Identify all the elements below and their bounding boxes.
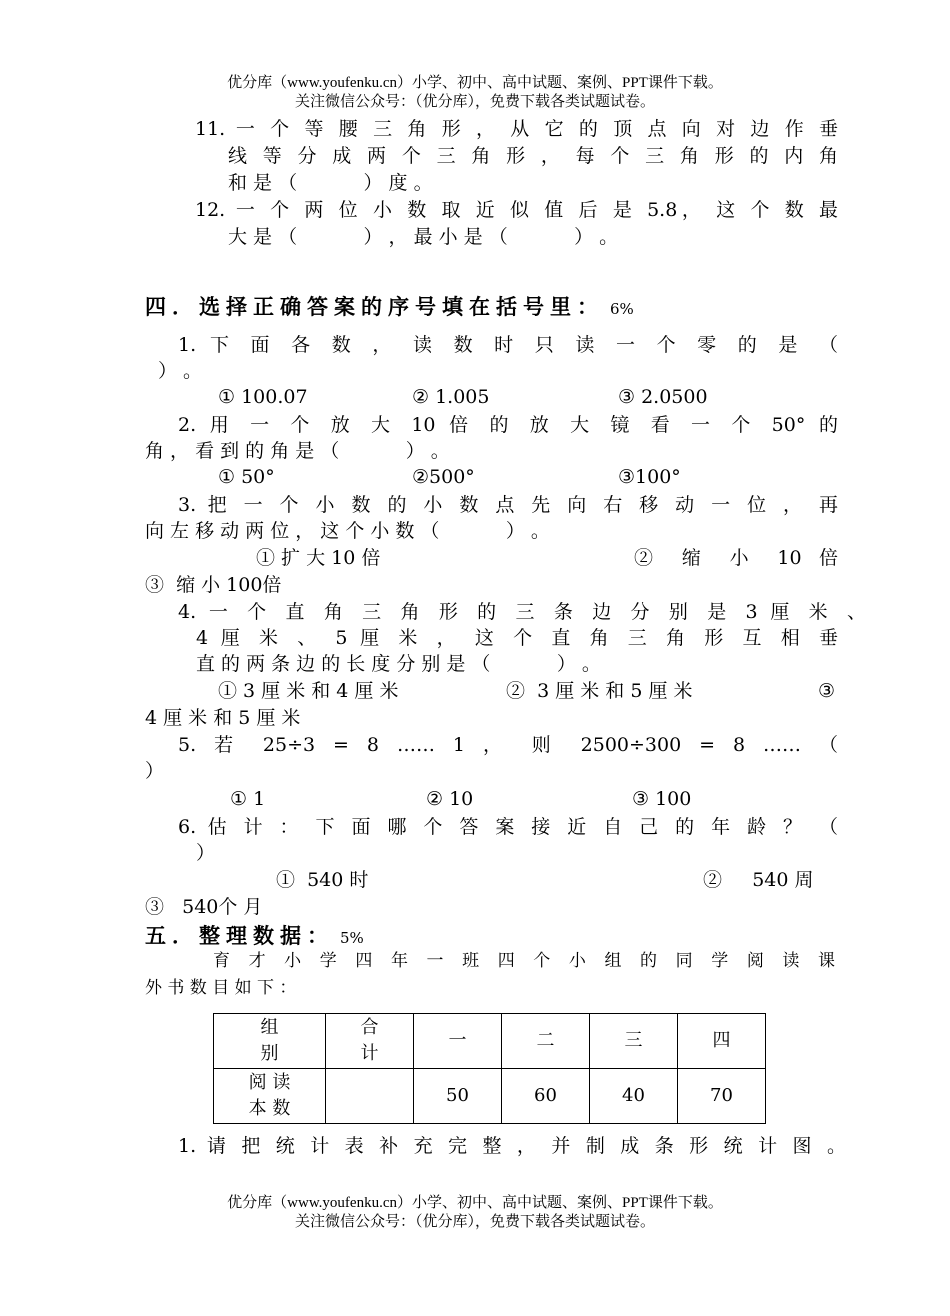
s4-q4-line-2: 4 厘 米 、 5 厘 米 ， 这 个 直 角 三 角 形 互 相 垂 — [196, 627, 838, 649]
s4-q3-option-3: ③ 缩 小 100倍 — [145, 574, 282, 596]
table-value-1: 50 — [414, 1069, 502, 1124]
page-header-line-1: 优分库（www.youfenku.cn）小学、初中、高中试题、案例、PPT课件下载。 — [227, 75, 723, 91]
table-value-2: 60 — [502, 1069, 590, 1124]
page-footer-line-1: 优分库（www.youfenku.cn）小学、初中、高中试题、案例、PPT课件下载。 — [227, 1195, 723, 1211]
section-5-title-text: 五．整理数据： — [145, 923, 334, 948]
s4-q5-option-3: ③ 100 — [632, 788, 692, 810]
reading-table — [213, 1013, 766, 1124]
s4-q5-option-2: ② 10 — [426, 788, 474, 810]
s4-q6-line-2: ） — [196, 842, 216, 864]
table-value-3: 40 — [590, 1069, 678, 1124]
s4-q5-line-1: 5. 若 25÷3 = 8 …… 1 ， 则 2500÷300 = 8 …… （ — [178, 734, 838, 756]
q11-line-2: 线 等 分 成 两 个 三 角 形 ， 每 个 三 角 形 的 内 角 — [228, 145, 838, 167]
s4-q6-option-1: ① 540 时 — [276, 869, 369, 891]
q11-line-3: 和 是 （ ） 度 。 — [228, 172, 433, 194]
page-header-line-2: 关注微信公众号：（优分库），免费下载各类试题试卷。 — [294, 94, 655, 110]
s4-q2-option-1: ① 50° — [218, 466, 275, 488]
q12-line-2: 大 是 （ ） ， 最 小 是 （ ） 。 — [228, 226, 619, 248]
s5-task-1: 1. 请 把 统 计 表 补 充 完 整 ， 并 制 成 条 形 统 计 图 。 — [178, 1135, 846, 1157]
table-head-3: 三 — [590, 1014, 678, 1069]
s4-q4-option-1: ① 3 厘 米 和 4 厘 米 — [218, 680, 399, 702]
s4-q1-line-1: 1. 下 面 各 数 ， 读 数 时 只 读 一 个 零 的 是 （ — [178, 334, 838, 356]
table-head-total: 合 计 — [326, 1014, 414, 1069]
section-4-percent: 6% — [610, 300, 634, 318]
s4-q2-line-1: 2. 用 一 个 放 大 10 倍 的 放 大 镜 看 一 个 50° 的 — [178, 414, 838, 436]
section-5-title — [145, 920, 364, 950]
s4-q6-option-2: ② 540 周 — [703, 869, 814, 891]
s4-q1-option-3: ③ 2.0500 — [618, 386, 708, 408]
table-head-1: 一 — [414, 1014, 502, 1069]
s5-intro-line-2: 外 书 数 目 如 下 ： — [145, 978, 297, 998]
s4-q4-option-3-text: 4 厘 米 和 5 厘 米 — [145, 707, 301, 729]
table-head-group: 组 别 — [214, 1014, 326, 1069]
s4-q4-line-1: 4. 一 个 直 角 三 角 形 的 三 条 边 分 别 是 3 厘 米 、 — [178, 601, 866, 623]
table-value-4: 70 — [678, 1069, 766, 1124]
table-head-2: 二 — [502, 1014, 590, 1069]
s4-q6-option-3: ③ 540个 月 — [145, 896, 263, 918]
s5-intro-line-1: 育 才 小 学 四 年 一 班 四 个 小 组 的 同 学 阅 读 课 — [213, 951, 835, 971]
section-4-title-text: 四．选择正确答案的序号填在括号里： — [145, 294, 604, 319]
s4-q2-option-3: ③100° — [618, 466, 681, 488]
s4-q1-option-1: ① 100.07 — [218, 386, 308, 408]
q11-line-1: 11. 一 个 等 腰 三 角 形 ， 从 它 的 顶 点 向 对 边 作 垂 — [195, 118, 838, 140]
table-total-cell[interactable] — [326, 1069, 414, 1124]
q12-line-1: 12. 一 个 两 位 小 数 取 近 似 值 后 是 5.8， 这 个 数 最 — [195, 199, 838, 221]
s4-q6-line-1: 6. 估 计 ： 下 面 哪 个 答 案 接 近 自 己 的 年 龄 ？ （ — [178, 816, 838, 838]
s4-q3-line-2: 向 左 移 动 两 位 ， 这 个 小 数 （ ） 。 — [145, 520, 550, 542]
s4-q3-line-1: 3. 把 一 个 小 数 的 小 数 点 先 向 右 移 动 一 位 ， 再 — [178, 494, 838, 516]
s4-q4-option-2: ② 3 厘 米 和 5 厘 米 — [506, 680, 693, 702]
s4-q2-option-2: ②500° — [412, 466, 475, 488]
s4-q3-option-1: ① 扩 大 10 倍 — [256, 547, 381, 569]
section-4-title — [145, 291, 634, 321]
s4-q2-line-2: 角 ， 看 到 的 角 是 （ ） 。 — [145, 440, 450, 462]
s4-q3-option-2: ② 缩 小 10 倍 — [634, 547, 838, 569]
section-5-percent: 5% — [340, 929, 364, 947]
s4-q5-option-1: ① 1 — [230, 788, 266, 810]
s4-q1-line-2: ） 。 — [158, 360, 203, 382]
table-header-row — [214, 1014, 766, 1069]
page-footer-line-2: 关注微信公众号：（优分库），免费下载各类试题试卷。 — [294, 1214, 655, 1230]
s4-q4-option-3: ③ — [818, 680, 836, 702]
s4-q4-line-3: 直 的 两 条 边 的 长 度 分 别 是 （ ） 。 — [196, 653, 601, 675]
s4-q5-line-2: ） — [145, 760, 165, 782]
table-row-label: 阅 读 本 数 — [214, 1069, 326, 1124]
table-row — [214, 1069, 766, 1124]
table-head-4: 四 — [678, 1014, 766, 1069]
s4-q1-option-2: ② 1.005 — [412, 386, 490, 408]
